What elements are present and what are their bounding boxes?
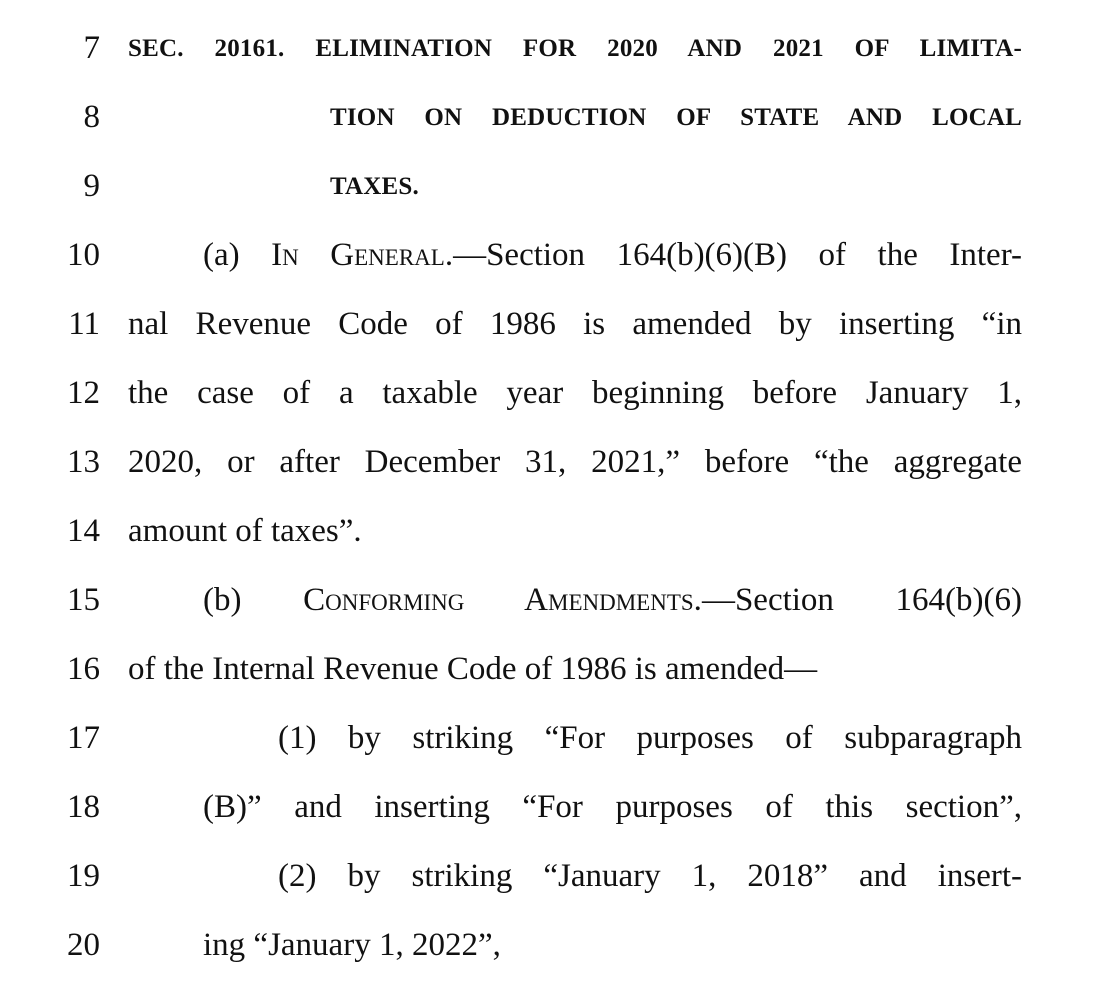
line-text: nal Revenue Code of 1986 is amended by inserting “in — [128, 306, 1022, 342]
line-text: 2020, or after December 31, 2021,” before “the aggregate — [128, 444, 1022, 480]
line-number: 17 — [67, 720, 100, 756]
bill-line-14 — [0, 497, 1108, 566]
line-number: 11 — [68, 306, 100, 342]
line-number: 15 — [67, 582, 100, 618]
subsection-label: (a) — [203, 237, 272, 273]
line-number: 9 — [83, 168, 100, 204]
subsection-a-text — [203, 221, 1022, 290]
line-number: 16 — [67, 651, 100, 687]
line-number: 8 — [83, 99, 100, 135]
bill-line-8 — [0, 83, 1108, 152]
section-heading-end: TAXES. — [330, 173, 419, 200]
bill-line-18 — [0, 773, 1108, 842]
bill-line-7 — [0, 14, 1108, 83]
section-heading-continued: TION ON DEDUCTION OF STATE AND LOCAL — [330, 104, 1022, 131]
line-number: 7 — [83, 30, 100, 66]
subsection-heading: In General. — [271, 237, 454, 273]
section-heading: SEC. 20161. ELIMINATION FOR 2020 AND 2021 OF LIMITA- — [128, 35, 1022, 62]
line-number: 19 — [67, 858, 100, 894]
subsection-b-text — [203, 566, 1022, 635]
subsection-body: —Section 164(b)(6)(B) of the Inter- — [453, 237, 1022, 273]
line-text: the case of a taxable year beginning before January 1, — [128, 375, 1022, 411]
line-text: of the Internal Revenue Code of 1986 is amended— — [128, 651, 818, 687]
bill-line-13 — [0, 428, 1108, 497]
line-number: 13 — [67, 444, 100, 480]
bill-line-10 — [0, 221, 1108, 290]
bill-line-16 — [0, 635, 1108, 704]
line-number: 12 — [67, 375, 100, 411]
subsection-body: —Section 164(b)(6) — [701, 582, 1022, 618]
bill-line-17 — [0, 704, 1108, 773]
subsection-label: (b) — [203, 582, 304, 618]
paragraph-1-text: (1) by striking “For purposes of subparagraph — [278, 720, 1022, 756]
line-text: amount of taxes”. — [128, 513, 362, 549]
subsection-heading: Conforming Amendments. — [303, 582, 702, 618]
bill-line-9 — [0, 152, 1108, 221]
bill-line-12 — [0, 359, 1108, 428]
line-number: 20 — [67, 927, 100, 963]
line-number: 14 — [67, 513, 100, 549]
line-number: 10 — [67, 237, 100, 273]
bill-line-19 — [0, 842, 1108, 911]
bill-line-11 — [0, 290, 1108, 359]
paragraph-2-text: (2) by striking “January 1, 2018” and insert- — [278, 858, 1022, 894]
bill-line-15 — [0, 566, 1108, 635]
line-text: ing “January 1, 2022”, — [203, 927, 501, 963]
bill-line-20 — [0, 911, 1108, 980]
line-number: 18 — [67, 789, 100, 825]
line-text: (B)” and inserting “For purposes of this section”, — [203, 789, 1022, 825]
